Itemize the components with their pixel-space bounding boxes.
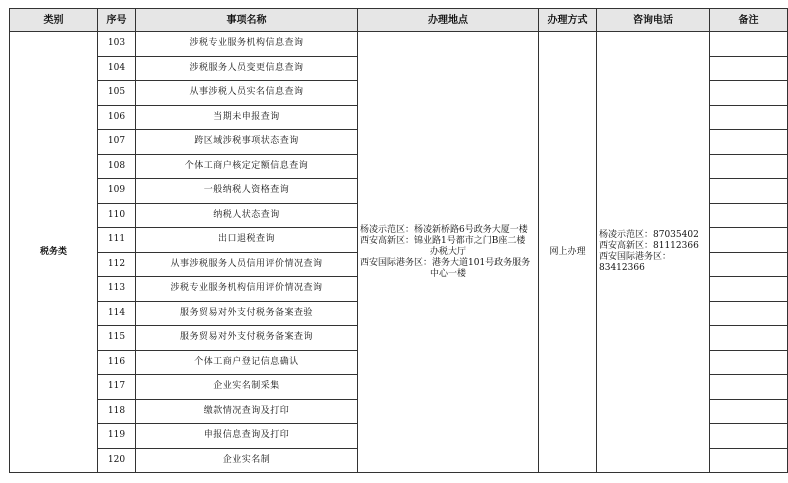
seq-cell: 119 (98, 424, 136, 449)
seq-cell: 111 (98, 228, 136, 253)
header-item: 事项名称 (136, 9, 358, 32)
item-cell: 涉税专业服务机构信息查询 (136, 32, 358, 57)
location-line: 西安高新区：锦业路1号都市之门B座二楼 (360, 235, 526, 246)
remark-cell (710, 375, 788, 400)
seq-cell: 108 (98, 154, 136, 179)
seq-cell: 109 (98, 179, 136, 204)
seq-cell: 107 (98, 130, 136, 155)
seq-cell: 112 (98, 252, 136, 277)
remark-cell (710, 179, 788, 204)
header-mode: 办理方式 (539, 9, 597, 32)
location-cell (358, 32, 539, 473)
phone-line: 西安高新区：81112366 (599, 241, 699, 251)
seq-cell: 104 (98, 56, 136, 81)
location-line: 办税大厅 (429, 246, 466, 257)
remark-cell (710, 326, 788, 351)
item-cell: 出口退税查询 (136, 228, 358, 253)
item-cell: 当期未申报查询 (136, 105, 358, 130)
phone-cell (597, 32, 710, 473)
item-cell: 申报信息查询及打印 (136, 424, 358, 449)
remark-cell (710, 228, 788, 253)
remark-cell (710, 252, 788, 277)
item-cell: 涉税服务人员变更信息查询 (136, 56, 358, 81)
phone-line: 西安国际港务区： (599, 252, 672, 262)
header-remark: 备注 (710, 9, 788, 32)
seq-cell: 120 (98, 448, 136, 473)
service-table (9, 8, 788, 473)
remark-cell (710, 81, 788, 106)
header-row (10, 9, 788, 32)
seq-cell: 110 (98, 203, 136, 228)
item-cell: 从事涉税服务人员信用评价情况查询 (136, 252, 358, 277)
remark-cell (710, 350, 788, 375)
remark-cell (710, 277, 788, 302)
item-cell: 企业实名制采集 (136, 375, 358, 400)
remark-cell (710, 399, 788, 424)
item-cell: 企业实名制 (136, 448, 358, 473)
mode-cell: 网上办理 (539, 32, 597, 473)
location-line: 杨凌示范区：杨凌新桥路6号政务大厦一楼 (360, 224, 528, 235)
remark-cell (710, 301, 788, 326)
item-cell: 跨区域涉税事项状态查询 (136, 130, 358, 155)
seq-cell: 118 (98, 399, 136, 424)
seq-cell: 103 (98, 32, 136, 57)
item-cell: 服务贸易对外支付税务备案查验 (136, 301, 358, 326)
item-cell: 从事涉税人员实名信息查询 (136, 81, 358, 106)
seq-cell: 113 (98, 277, 136, 302)
header-category: 类别 (10, 9, 98, 32)
seq-cell: 105 (98, 81, 136, 106)
category-cell: 税务类 (10, 32, 98, 473)
header-phone: 咨询电话 (597, 9, 710, 32)
item-cell: 服务贸易对外支付税务备案查询 (136, 326, 358, 351)
item-cell: 涉税专业服务机构信用评价情况查询 (136, 277, 358, 302)
remark-cell (710, 203, 788, 228)
header-location: 办理地点 (358, 9, 539, 32)
item-cell: 纳税人状态查询 (136, 203, 358, 228)
remark-cell (710, 32, 788, 57)
remark-cell (710, 105, 788, 130)
seq-cell: 106 (98, 105, 136, 130)
phone-line: 杨凌示范区：87035402 (599, 230, 699, 240)
item-cell: 个体工商户核定定额信息查询 (136, 154, 358, 179)
table-row (10, 32, 788, 57)
location-line: 中心一楼 (429, 268, 466, 279)
location-line: 西安国际港务区：港务大道101号政务服务 (360, 257, 531, 268)
remark-cell (710, 154, 788, 179)
phone-line: 83412366 (599, 263, 645, 273)
item-cell: 一般纳税人资格查询 (136, 179, 358, 204)
seq-cell: 115 (98, 326, 136, 351)
remark-cell (710, 448, 788, 473)
remark-cell (710, 130, 788, 155)
remark-cell (710, 56, 788, 81)
seq-cell: 117 (98, 375, 136, 400)
header-seq: 序号 (98, 9, 136, 32)
seq-cell: 116 (98, 350, 136, 375)
remark-cell (710, 424, 788, 449)
item-cell: 缴款情况查询及打印 (136, 399, 358, 424)
seq-cell: 114 (98, 301, 136, 326)
item-cell: 个体工商户登记信息确认 (136, 350, 358, 375)
